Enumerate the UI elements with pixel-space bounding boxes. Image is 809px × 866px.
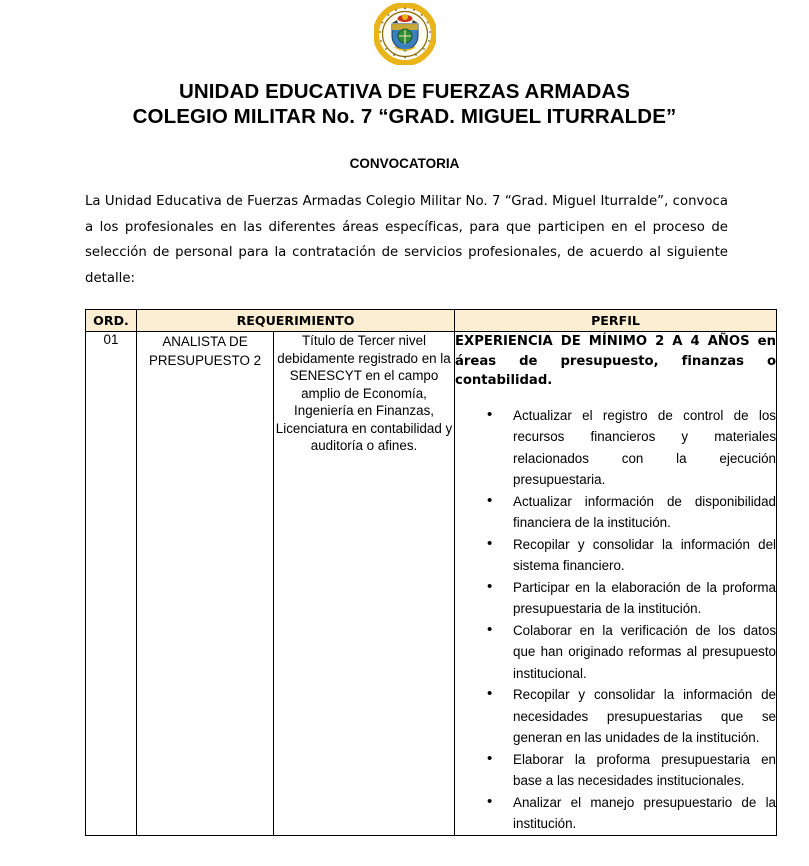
cell-perfil (455, 332, 777, 836)
cell-titulo-requisito: Título de Tercer nivel debidamente registrado en la SENESCYT en el campo amplio de Economía, Ingeniería en Finanzas, Licenciatura en contabilidad y auditoría o afines. (274, 332, 455, 836)
convocatoria-table (85, 309, 777, 836)
perfil-lead-rest: en áreas de presupuesto, finanzas o contabilidad. (455, 334, 777, 388)
column-header-perfil: PERFIL (455, 310, 777, 332)
list-item (455, 620, 776, 685)
column-header-ord: ORD. (86, 310, 137, 332)
document-logo-container (0, 0, 809, 66)
page-title-line-2: COLEGIO MILITAR No. 7 “GRAD. MIGUEL ITURRALDE” (132, 105, 677, 128)
colegio-militar-crest-icon (374, 3, 436, 65)
list-item-text: Colaborar en la verificación de los datos que han originado reformas al presupuesto institucional. (513, 622, 777, 681)
list-item-text: Recopilar y consolidar la información de necesidades presupuestarias que se generan en las unidades de la institución. (513, 687, 777, 745)
perfil-lead-text (455, 332, 776, 391)
table-header (86, 310, 777, 332)
list-item-text: Participar en la elaboración de la proforma presupuestaria de la institución. (513, 579, 777, 616)
page-title (0, 66, 809, 129)
list-item-text: Recopilar y consolidar la información del sistema financiero. (513, 536, 777, 573)
table-body (86, 332, 777, 836)
cell-ord: 01 (86, 332, 137, 836)
page-title-line-1: UNIDAD EDUCATIVA DE FUERZAS ARMADAS (178, 80, 631, 103)
list-item (455, 792, 776, 835)
list-item-text: Analizar el manejo presupuestario de la institución. (513, 794, 777, 831)
list-item (455, 684, 776, 749)
perfil-bullet-list (455, 405, 776, 835)
list-item (455, 534, 776, 577)
intro-paragraph: La Unidad Educativa de Fuerzas Armadas Colegio Militar No. 7 “Grad. Miguel Iturralde”, convoca a los profesionales en las diferentes áreas específicas, para que participen en el proceso de selección de personal para la contratación de servicios profesionales, de acuerdo al siguiente detalle: (85, 194, 728, 286)
list-item (455, 491, 776, 534)
list-item-text: Actualizar información de disponibilidad financiera de la institución. (513, 493, 777, 530)
convocatoria-table-container (0, 291, 809, 836)
column-header-requerimiento: REQUERIMIENTO (137, 310, 455, 332)
perfil-lead-bold: EXPERIENCIA DE MÍNIMO 2 A 4 AÑOS (455, 334, 750, 349)
list-item-text: Elaborar la proforma presupuestaria en base a las necesidades institucionales. (513, 751, 777, 788)
cell-requerimiento: ANALISTA DE PRESUPUESTO 2 (137, 332, 274, 836)
list-item (455, 749, 776, 792)
list-item (455, 405, 776, 491)
list-item-text: Actualizar el registro de control de los recursos financieros y materiales relacionados con la ejecución presupuestaria. (513, 407, 777, 487)
table-header-row (86, 310, 777, 332)
table-row (86, 332, 777, 836)
document-subtitle: CONVOCATORIA (349, 156, 460, 171)
list-item (455, 577, 776, 620)
